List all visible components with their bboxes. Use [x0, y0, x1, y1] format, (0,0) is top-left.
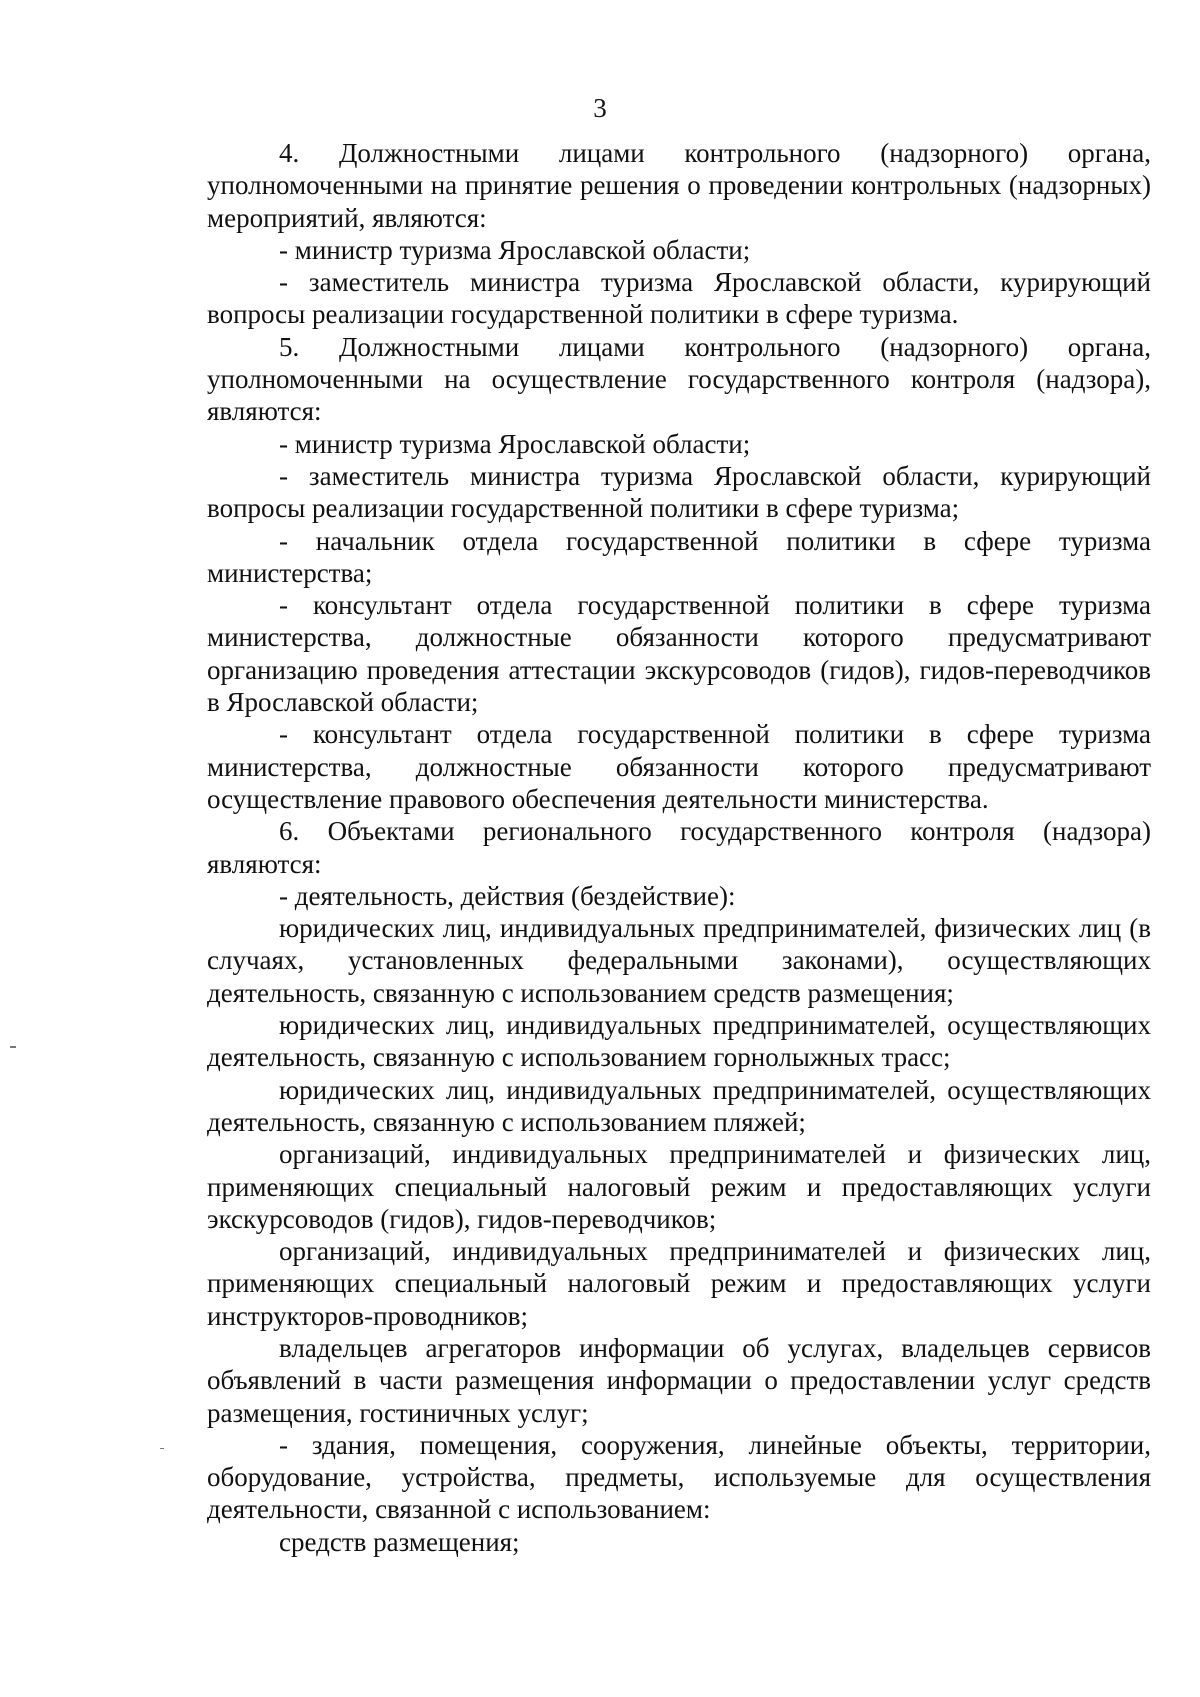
list-item: - министр туризма Ярославской области;: [279, 234, 751, 265]
list-item: юридических лиц, индивидуальных предпринимателей, осуществляющих деятельность, связанную с использованием пляжей;: [207, 1074, 1151, 1137]
list-item: - здания, помещения, сооружения, линейные объекты, территории, оборудование, устройства, предметы, используемые для осуществления деятельности, связанной с использованием:: [207, 1429, 1151, 1525]
scan-artifact-mark: [10, 1046, 16, 1048]
page-number: 3: [593, 93, 607, 123]
list-item: - консультант отдела государственной политики в сфере туризма министерства, должностные обязанности которого предусматривают осуществление правового обеспечения деятельности министерства.: [207, 719, 1151, 814]
scan-artifact-mark: [160, 1448, 164, 1449]
list-item: средств размещения;: [279, 1526, 520, 1557]
paragraph-item-5: 5. Должностными лицами контрольного (надзорного) органа, уполномоченными на осуществление государственного контроля (надзора), являются:: [207, 331, 1151, 427]
list-item: - министр туризма Ярославской области;: [279, 428, 751, 459]
list-item: юридических лиц, индивидуальных предпринимателей, осуществляющих деятельность, связанную с использованием горнолыжных трасс;: [207, 1010, 1151, 1073]
list-item: - начальник отдела государственной политики в сфере туризма министерства;: [207, 525, 1151, 588]
list-item: юридических лиц, индивидуальных предпринимателей, физических лиц (в случаях, установленных федеральными законами), осуществляющих деятельность, связанную с использованием средств размещения;: [207, 913, 1151, 1008]
paragraph-item-6: 6. Объектами регионального государственного контроля (надзора) являются:: [207, 816, 1151, 879]
list-item: - консультант отдела государственной политики в сфере туризма министерства, должностные обязанности которого предусматривают организацию проведения аттестации экскурсоводов (гидов), гидов-переводчиков в Ярославской области;: [207, 590, 1151, 718]
list-item: - заместитель министра туризма Ярославской области, курирующий вопросы реализации государственной политики в сфере туризма.: [207, 267, 1151, 330]
list-item: - заместитель министра туризма Ярославской области, курирующий вопросы реализации государственной политики в сфере туризма;: [207, 460, 1151, 524]
list-item: владельцев агрегаторов информации об услугах, владельцев сервисов объявлений в части размещения информации о предоставлении услуг средств размещения, гостиничных услуг;: [207, 1332, 1151, 1428]
document-body: [207, 137, 1151, 1558]
list-item: организаций, индивидуальных предпринимателей и физических лиц, применяющих специальный налоговый режим и предоставляющих услуги инструкторов-проводников;: [207, 1236, 1151, 1331]
list-item: организаций, индивидуальных предпринимателей и физических лиц, применяющих специальный налоговый режим и предоставляющих услуги экскурсоводов (гидов), гидов-переводчиков;: [207, 1139, 1151, 1234]
list-item: - деятельность, действия (бездействие):: [279, 880, 736, 911]
paragraph-item-4: 4. Должностными лицами контрольного (надзорного) органа, уполномоченными на принятие решения о проведении контрольных (надзорных) мероприятий, являются:: [207, 138, 1151, 233]
